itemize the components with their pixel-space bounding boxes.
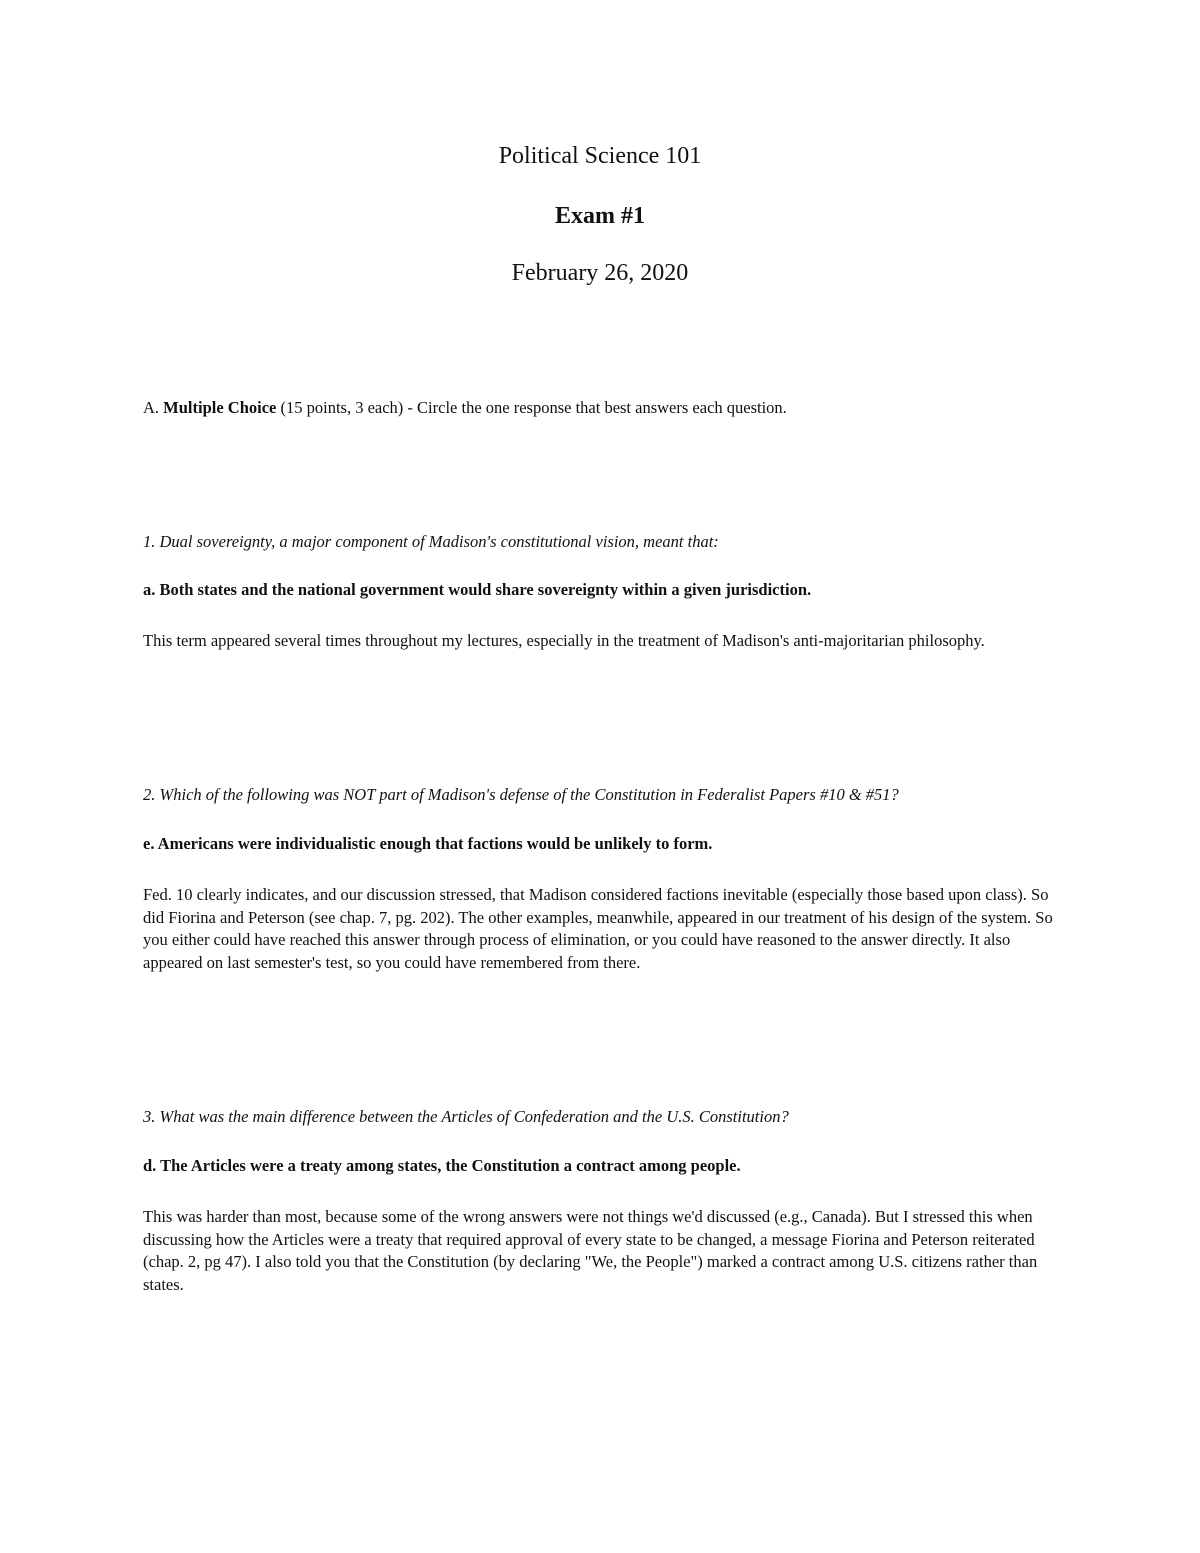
section-a-instructions — [143, 397, 1063, 420]
section-a-details: (15 points, 3 each) - Circle the one response that best answers each question. — [276, 398, 787, 417]
section-a-prefix: A. — [143, 398, 164, 417]
answer-1: a. Both states and the national government would share sovereignty within a given jurisdiction. — [143, 580, 812, 599]
section-a-title: Multiple Choice — [163, 398, 277, 417]
explanation-2: Fed. 10 clearly indicates, and our discussion stressed, that Madison considered factions inevitable (especially those based upon class). So did Fiorina and Peterson (see chap. 7, pg. 202). The other examples, meanwhile, appeared in our treatment of his design of the system. So you either could have reached this answer through process of elimination, or you could have reasoned to the answer directly. It also appeared on last semester's test, so you could have remembered from there. — [143, 885, 1053, 972]
explanation-1: This term appeared several times throughout my lectures, especially in the treatment of Madison's anti-majoritarian philosophy. — [143, 631, 985, 650]
course-title: Political Science 101 — [498, 143, 702, 169]
answer-2: e. Americans were individualistic enough that factions would be unlikely to form. — [143, 834, 713, 853]
question-3: 3. What was the main difference between the Articles of Confederation and the U.S. Constitution? — [143, 1107, 789, 1126]
explanation-3: This was harder than most, because some of the wrong answers were not things we'd discussed (e.g., Canada). But I stressed this when discussing how the Articles were a treaty that required approval of every state to be changed, a message Fiorina and Peterson reiterated (chap. 2, pg 47). I also told you that the Constitution (by declaring "We, the People") marked a contract among U.S. citizens rather than states. — [143, 1207, 1038, 1294]
exam-title: Exam #1 — [555, 203, 645, 229]
answer-3: d. The Articles were a treaty among states, the Constitution a contract among people. — [143, 1156, 741, 1175]
question-2: 2. Which of the following was NOT part of Madison's defense of the Constitution in Federalist Papers #10 & #51? — [143, 785, 899, 804]
question-1: 1. Dual sovereignty, a major component of Madison's constitutional vision, meant that: — [143, 532, 719, 551]
exam-date: February 26, 2020 — [511, 260, 689, 286]
